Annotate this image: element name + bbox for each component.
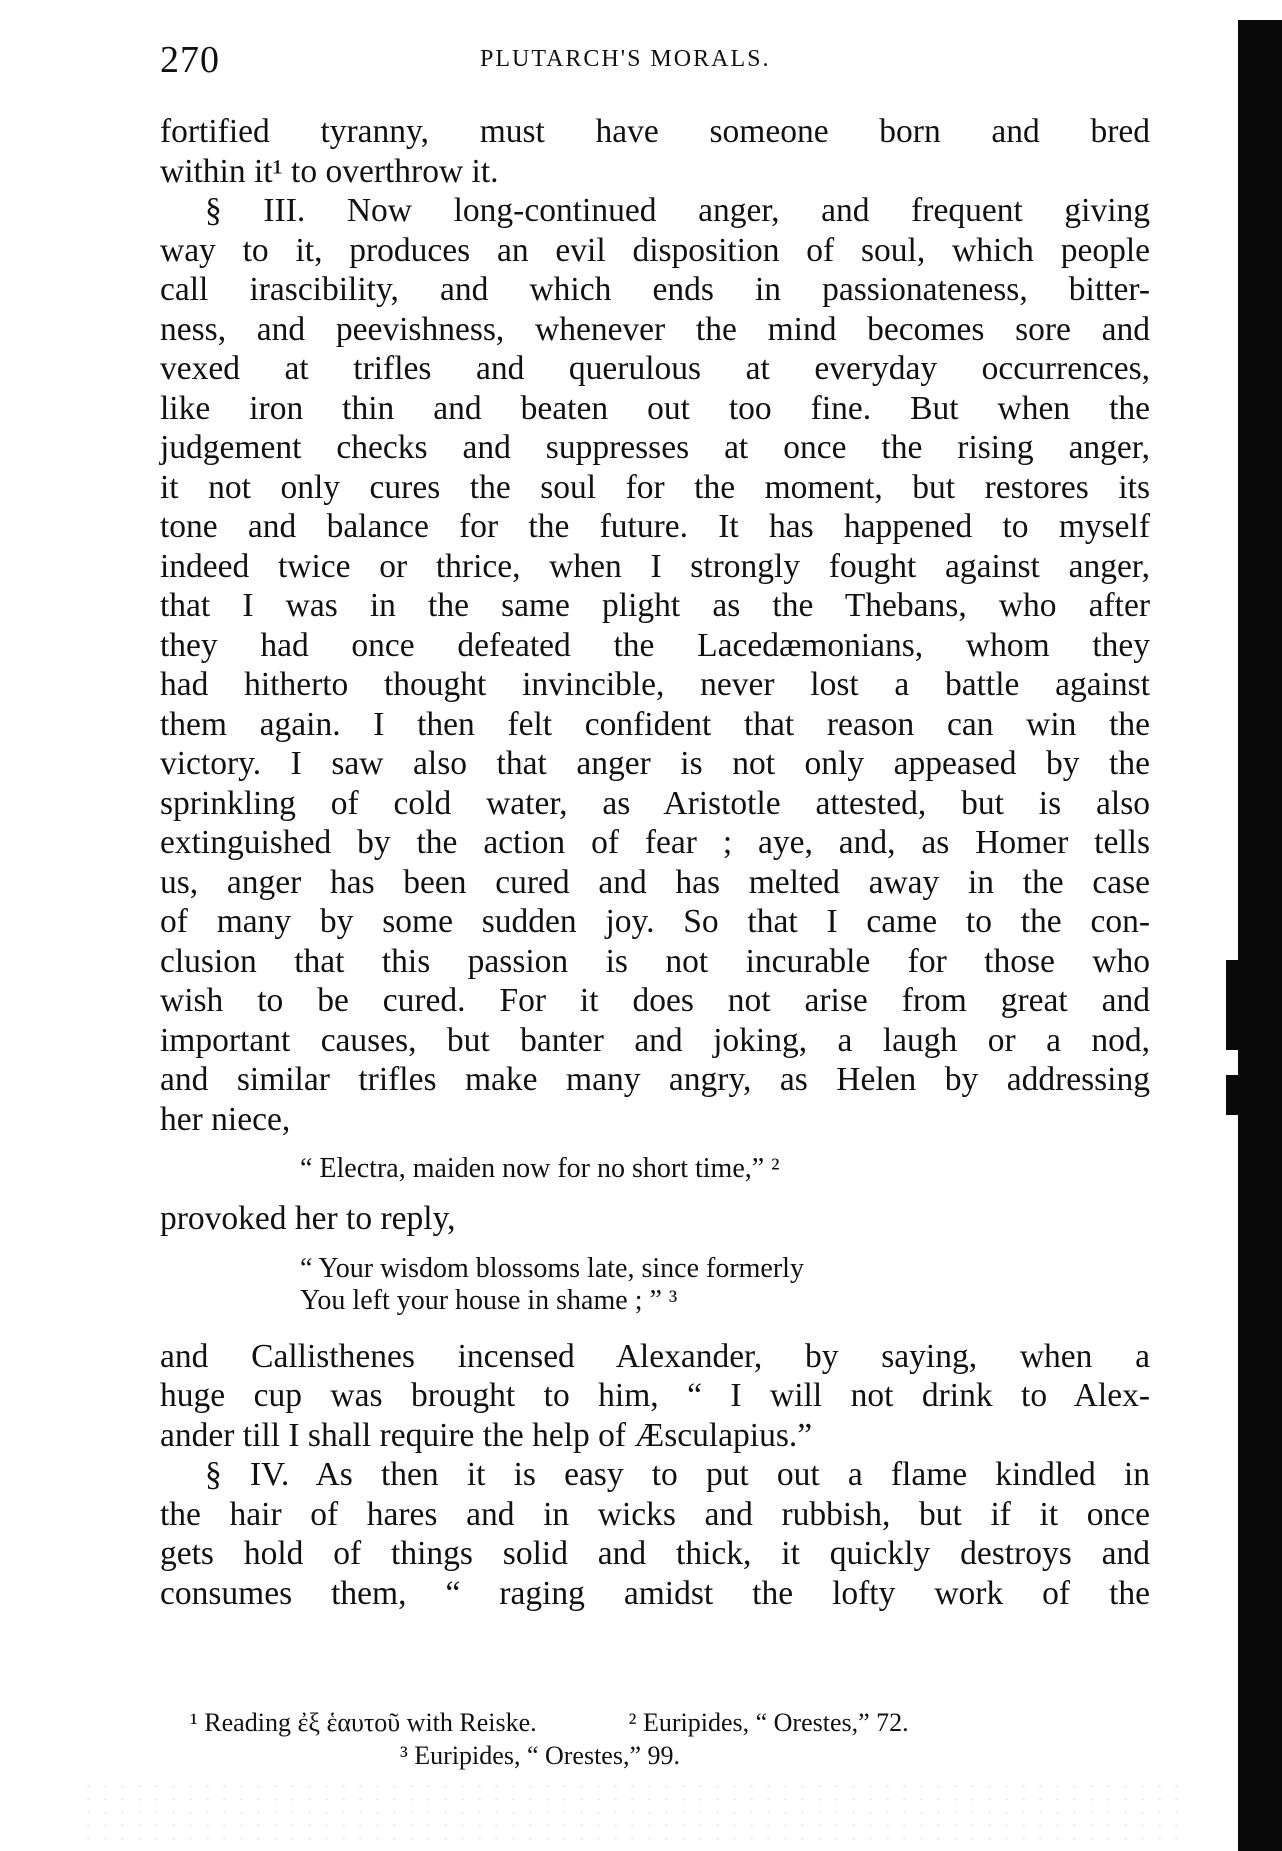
paragraph-block-c [160,1337,1150,1614]
body-line: and similar trifles make many angry, as Helen by addressing [160,1061,1150,1098]
body-line: the hair of hares and in wicks and rubbish, but if it once [160,1495,1150,1533]
scan-edge-notch [1226,1075,1240,1115]
body-line: ness, and peevishness, whenever the mind becomes sore and [160,310,1150,348]
body-line: way to it, produces an evil disposition of soul, which people [160,231,1150,269]
body-line: us, anger has been cured and has melted away in the case [160,863,1150,901]
body-line: judgement checks and suppresses at once the rising anger, [160,429,1150,466]
scan-speckle [80,1780,1180,1840]
footnote-1: ¹ Reading ἐξ ἑαυτοῦ with Reiske. [190,1708,537,1737]
paragraph-block-a [160,112,1150,1139]
body-line: of many by some sudden joy. So that I came to the con- [160,903,1150,940]
scan-edge-notch [1226,960,1240,1050]
verse-quote-electra: “ Electra, maiden now for no short time,” ² [300,1153,780,1184]
footnote-row [190,1739,1150,1772]
body-line: § III. Now long-continued anger, and frequent giving [205,192,1150,229]
verse-quote-reply [160,1253,1150,1337]
footnotes [190,1706,1150,1772]
body-line: it not only cures the soul for the moment, but restores its [160,468,1150,506]
body-line: within it¹ to overthrow it. [160,152,499,190]
body-line: and Callisthenes incensed Alexander, by saying, when a [160,1337,1150,1375]
body-text [160,112,1150,1613]
body-line: tone and balance for the future. It has happened to myself [160,508,1150,545]
body-line: them again. I then felt confident that reason can win the [160,705,1150,743]
verse-line: You left your house in shame ; ” ³ [300,1284,678,1316]
body-line: had hitherto thought invincible, never lost a battle against [160,666,1150,703]
running-head: PLUTARCH'S MORALS. [480,46,771,72]
footnote-3: ³ Euripides, “ Orestes,” 99. [400,1741,680,1770]
body-line: like iron thin and beaten out too fine. But when the [160,389,1150,427]
verse-line: “ Your wisdom blossoms late, since formerly [300,1252,804,1284]
body-line: indeed twice or thrice, when I strongly fought against anger, [160,547,1150,585]
body-line: § IV. As then it is easy to put out a flame kindled in [205,1456,1150,1493]
body-line: clusion that this passion is not incurable for those who [160,942,1150,980]
scan-edge-shadow [1238,20,1282,1851]
body-line: call irascibility, and which ends in passionateness, bitter- [160,271,1150,308]
page-number: 270 [160,39,220,81]
body-line: victory. I saw also that anger is not only appeased by the [160,745,1150,782]
body-line: sprinkling of cold water, as Aristotle attested, but is also [160,784,1150,822]
footnote-row [190,1706,1150,1739]
footnote-2: ² Euripides, “ Orestes,” 72. [628,1708,909,1737]
body-line: huge cup was brought to him, “ I will not drink to Alex- [160,1377,1150,1414]
body-line: that I was in the same plight as the Thebans, who after [160,587,1150,624]
body-line: her niece, [160,1100,291,1138]
body-line: important causes, but banter and joking, a laugh or a nod, [160,1021,1150,1059]
body-line: they had once defeated the Lacedæmonians, whom they [160,626,1150,664]
body-line: vexed at trifles and querulous at everyday occurrences, [160,350,1150,387]
body-line: provoked her to reply, [160,1200,456,1237]
body-line: fortified tyranny, must have someone born and bred [160,113,1150,150]
body-line: extinguished by the action of fear ; aye, and, as Homer tells [160,824,1150,861]
body-line: ander till I shall require the help of Æsculapius.” [160,1416,813,1454]
body-line: wish to be cured. For it does not arise from great and [160,982,1150,1019]
body-line: consumes them, “ raging amidst the lofty work of the [160,1574,1150,1612]
page-header [160,38,1150,81]
body-line: gets hold of things solid and thick, it quickly destroys and [160,1535,1150,1572]
